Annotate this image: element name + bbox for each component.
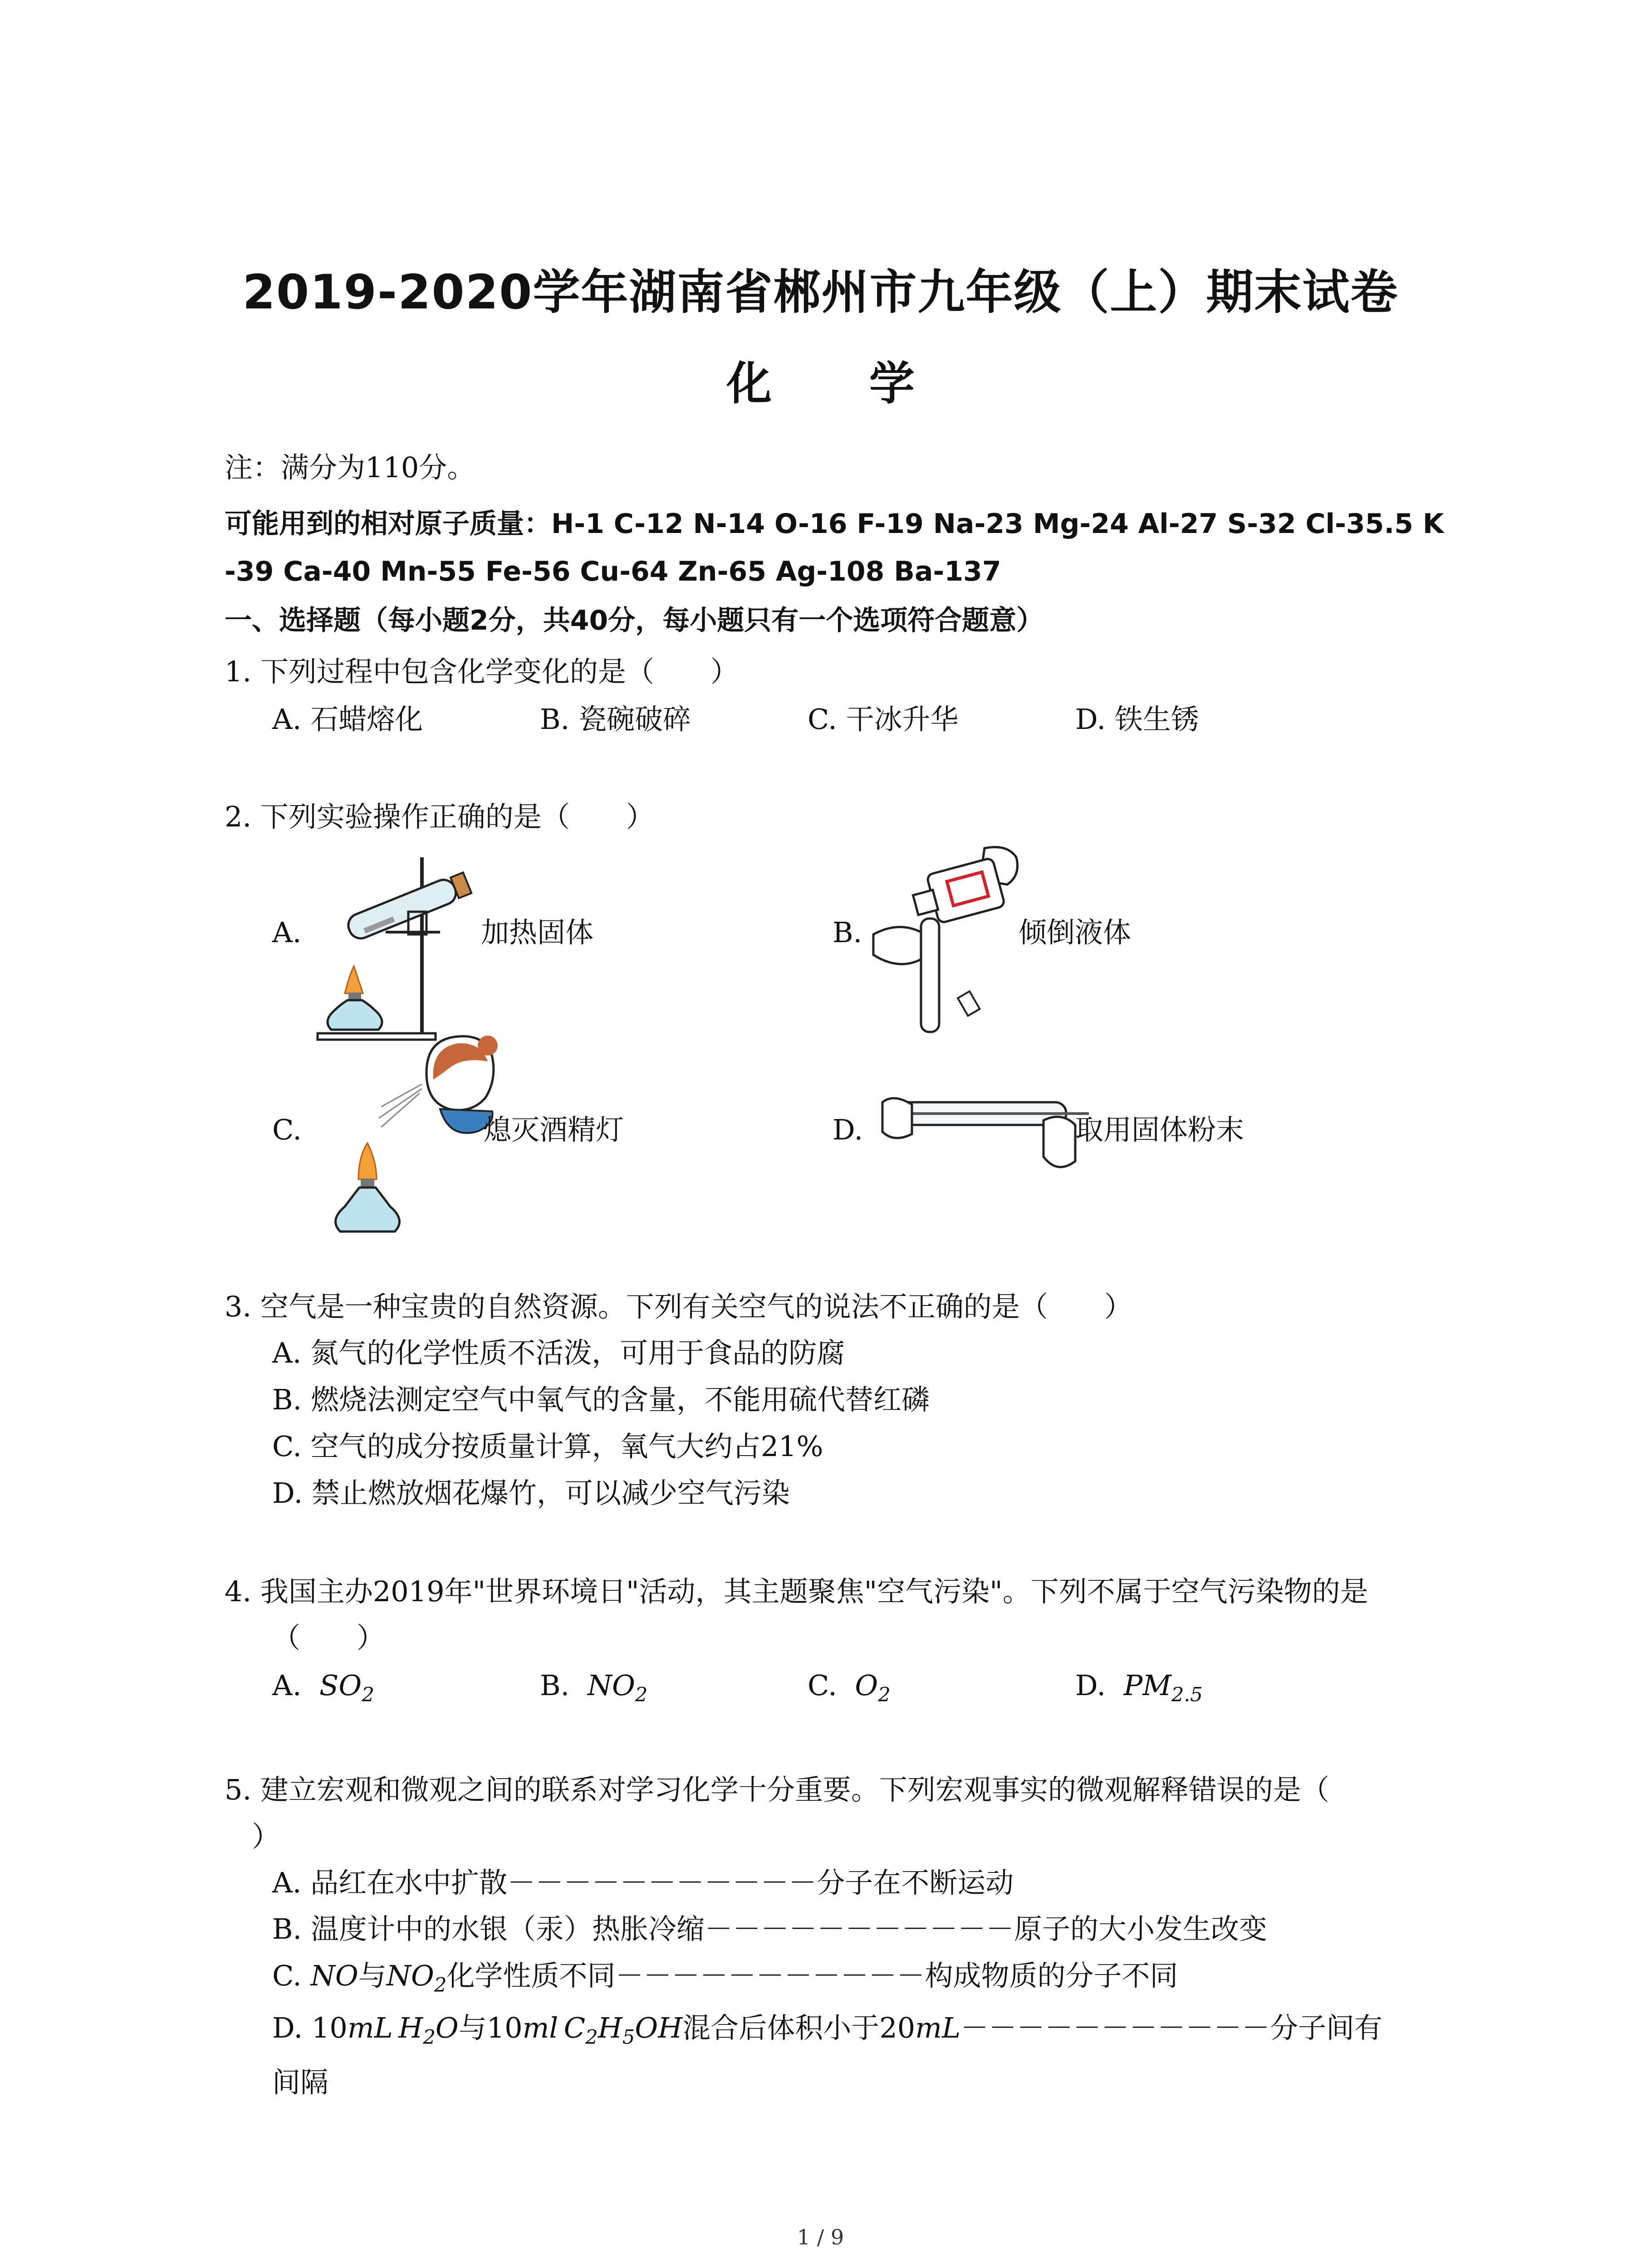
question-1-option-b: B. 瓷碗破碎 [540, 703, 691, 736]
question-1-option-c: C. 干冰升华 [808, 703, 959, 736]
question-1-stem: 1. 下列过程中包含化学变化的是（ ） [225, 655, 739, 688]
subject-title: 化 学 [726, 357, 955, 410]
question-4-option-c-letter: C. [808, 1669, 837, 1702]
connector-text-2: 混合后体积小于20 [682, 2011, 916, 2044]
question-4-option-c-subscript: 2 [878, 1683, 891, 1706]
question-3-option-d: D. 禁止燃放烟花爆竹，可以减少空气污染 [272, 1476, 790, 1510]
question-4-option-c [808, 1669, 891, 1706]
formula-h5: H [598, 2011, 622, 2044]
heating-solid-illustration [313, 844, 495, 1043]
question-1-option-a: A. 石蜡熔化 [272, 703, 423, 736]
connector-text: 与 [358, 1959, 387, 1992]
extinguishing-lamp-illustration [313, 1030, 504, 1243]
question-4-option-d-letter: D. [1075, 1669, 1106, 1702]
formula-h: H [398, 2011, 423, 2044]
formula-c-subscript: 2 [585, 2026, 598, 2049]
question-4-option-b-subscript: 2 [635, 1683, 648, 1706]
question-3-option-c: C. 空气的成分按质量计算，氧气大约占21% [272, 1430, 823, 1463]
unit-ml-3: mL [915, 2011, 961, 2044]
page-number: 1 / 9 [797, 2225, 844, 2249]
question-4-option-a-letter: A. [272, 1669, 302, 1702]
question-5-option-d-continuation: 间隔 [272, 2066, 329, 2099]
question-2-option-c-caption: 熄灭酒精灯 [483, 1113, 624, 1146]
question-2-option-a-letter: A. [272, 916, 302, 949]
question-5-option-c [272, 1959, 1178, 1997]
question-4-stem-blank: （ ） [272, 1621, 385, 1654]
formula-c: C [563, 2011, 586, 2044]
question-4-option-c-formula: O [855, 1669, 878, 1702]
atomic-masses-line-1: 可能用到的相对原子质量：H-1 C-12 N-14 O-16 F-19 Na-23 Mg-24 Al-27 S-32 Cl-35.5 K [225, 508, 1444, 540]
question-4-option-b-formula: NO [587, 1669, 635, 1702]
formula-no2-subscript: 2 [434, 1974, 447, 1997]
question-1-option-d: D. 铁生锈 [1075, 703, 1199, 736]
question-4-option-d-formula: PM [1123, 1669, 1171, 1702]
atomic-masses-line-2: -39 Ca-40 Mn-55 Fe-56 Cu-64 Zn-65 Ag-108 Ba-137 [225, 556, 1001, 587]
question-2-option-d-caption: 取用固体粉末 [1075, 1113, 1244, 1146]
connector-text: 与10 [458, 2011, 523, 2044]
score-note: 注：满分为110分。 [225, 451, 475, 484]
formula-no2: NO [386, 1959, 434, 1992]
unit-ml-2: ml [522, 2011, 558, 2044]
pouring-liquid-illustration [871, 839, 1034, 1039]
question-5-option-b: B. 温度计中的水银（汞）热胀冷缩－－－－－－－－－－－原子的大小发生改变 [272, 1912, 1267, 1945]
unit-ml-1: mL [347, 2011, 393, 2044]
question-3-stem: 3. 空气是一种宝贵的自然资源。下列有关空气的说法不正确的是（ ） [225, 1290, 1132, 1323]
question-4-option-b [540, 1669, 648, 1706]
question-2-stem: 2. 下列实验操作正确的是（ ） [225, 800, 654, 833]
question-5-option-a: A. 品红在水中扩散－－－－－－－－－－－分子在不断运动 [272, 1866, 1014, 1899]
option-c-explanation: 化学性质不同－－－－－－－－－－－构成物质的分子不同 [446, 1959, 1178, 1992]
question-2-option-b-caption: 倾倒液体 [1019, 916, 1132, 949]
question-5-option-c-letter: C. [272, 1959, 311, 1992]
question-4-option-d-subscript: 2.5 [1171, 1683, 1203, 1706]
question-4-option-b-letter: B. [540, 1669, 570, 1702]
taking-powder-illustration [876, 1084, 1093, 1188]
formula-o: O [435, 2011, 459, 2044]
question-4-option-a-subscript: 2 [362, 1683, 374, 1706]
section-heading: 一、选择题（每小题2分，共40分，每小题只有一个选项符合题意） [225, 605, 1044, 636]
question-4-stem: 4. 我国主办2019年"世界环境日"活动，其主题聚焦"空气污染"。下列不属于空气污染物的是 [225, 1575, 1368, 1608]
question-5-option-d-letter: D. 10 [272, 2011, 348, 2044]
question-2-option-d-letter: D. [833, 1113, 863, 1146]
question-4-option-a [272, 1669, 374, 1706]
formula-h5-subscript: 5 [622, 2026, 635, 2049]
question-2-option-b-letter: B. [833, 916, 862, 949]
option-d-explanation: －－－－－－－－－－－分子间有 [960, 2011, 1383, 2044]
formula-oh: OH [635, 2011, 683, 2044]
formula-no: NO [310, 1959, 358, 1992]
question-5-stem-close: ） [252, 1820, 280, 1853]
formula-h-subscript: 2 [423, 2026, 436, 2049]
question-2-option-a-caption: 加热固体 [481, 916, 594, 949]
question-2-option-c-letter: C. [272, 1113, 302, 1146]
question-5-stem: 5. 建立宏观和微观之间的联系对学习化学十分重要。下列宏观事实的微观解释错误的是（ [225, 1773, 1329, 1806]
question-5-option-d [272, 2011, 1383, 2049]
question-3-option-a: A. 氮气的化学性质不活泼，可用于食品的防腐 [272, 1336, 845, 1369]
question-3-option-b: B. 燃烧法测定空气中氧气的含量，不能用硫代替红磷 [272, 1383, 930, 1416]
exam-title: 2019-2020学年湖南省郴州市九年级（上）期末试卷 [242, 264, 1399, 320]
question-4-option-a-formula: SO [319, 1669, 362, 1702]
question-4-option-d [1075, 1669, 1203, 1706]
